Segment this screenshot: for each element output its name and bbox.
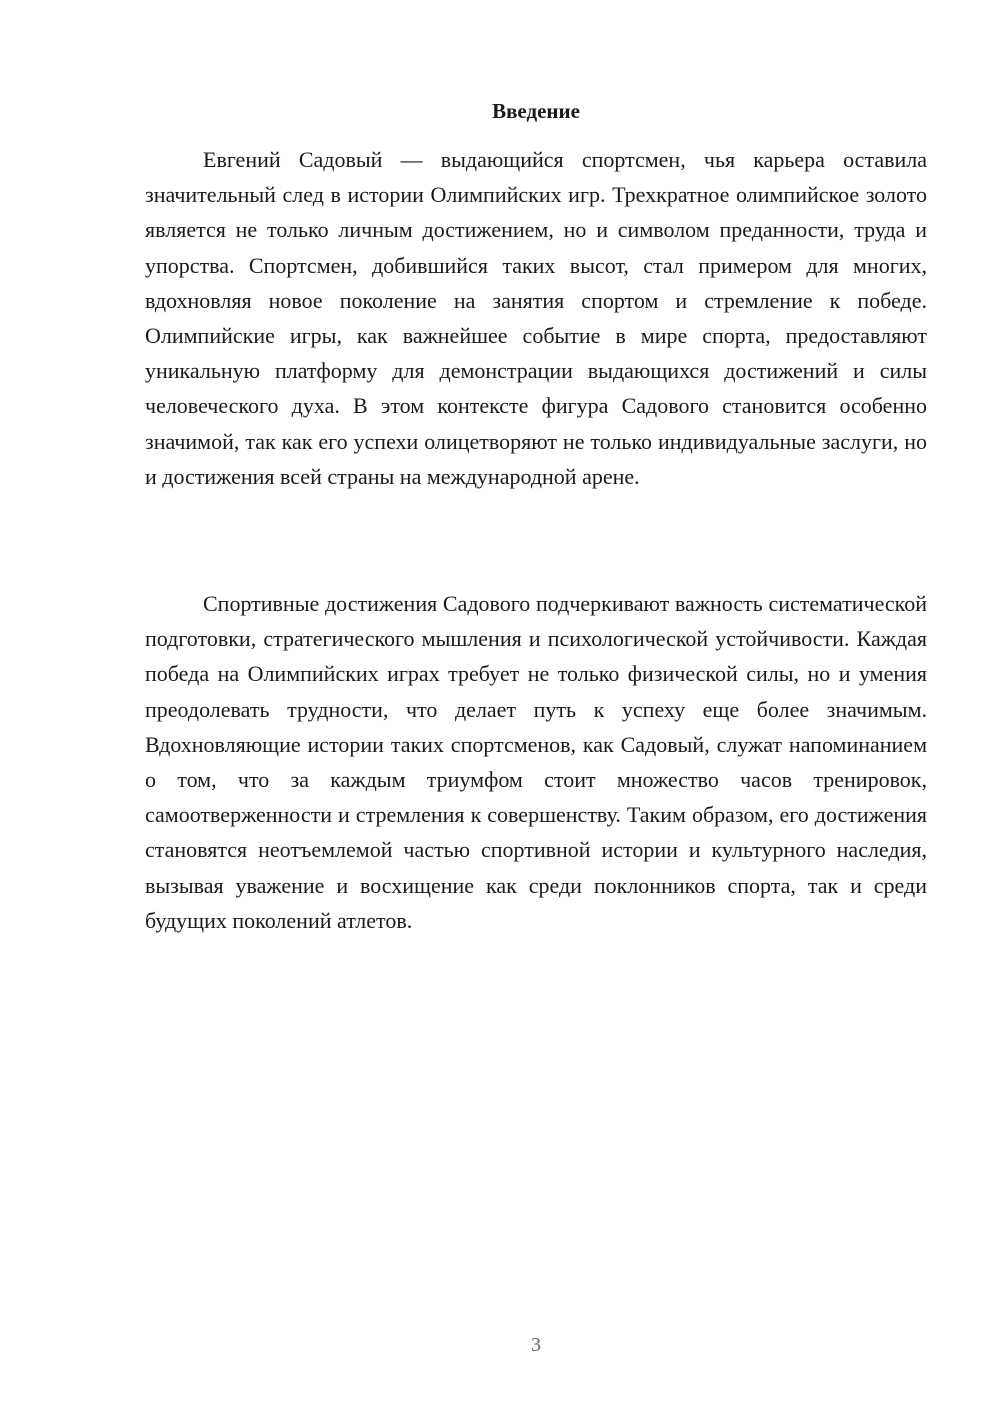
paragraph-2: Спортивные достижения Садового подчеркивают важность систематической подготовки, стратегического мышления и психологической устойчивости. Каждая победа на Олимпийских играх требует не только физической силы, но и умения преодолевать трудности, что делает путь к успеху еще более значимым. Вдохновляющие истории таких спортсменов, как Садовый, служат напоминанием о том, что за каждым триумфом стоит множество часов тренировок, самоотверженности и стремления к совершенству. Таким образом, его достижения становятся неотъемлемой частью спортивной истории и культурного наследия, вызывая уважение и восхищение как среди поклонников спорта, так и среди будущих поколений атлетов. xyxy=(145,591,927,933)
paragraph-1: Евгений Садовый — выдающийся спортсмен, чья карьера оставила значительный след в истории Олимпийских игр. Трехкратное олимпийское золото является не только личным достижением, но и символом преданности, труда и упорства. Спортсмен, добившийся таких высот, стал примером для многих, вдохновляя новое поколение на занятия спортом и стремление к победе. Олимпийские игры, как важнейшее событие в мире спорта, предоставляют уникальную платформу для демонстрации выдающихся достижений и силы человеческого духа. В этом контексте фигура Садового становится особенно значимой, так как его успехи олицетворяют не только индивидуальные заслуги, но и достижения всей страны на международной арене. xyxy=(145,147,927,489)
section-heading: Введение xyxy=(492,99,580,123)
page-number: 3 xyxy=(531,1334,541,1356)
